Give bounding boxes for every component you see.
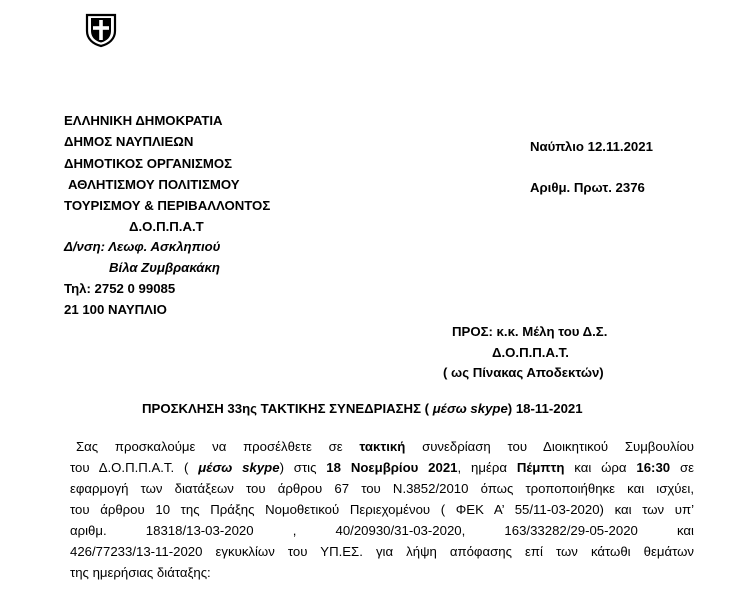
sender-postal: 21 100 ΝΑΥΠΛΙΟ: [64, 302, 167, 317]
sender-line-6: Δ.Ο.Π.Π.Α.Τ: [129, 219, 204, 234]
protocol-number: Αριθμ. Πρωτ. 2376: [530, 180, 645, 195]
document-date: Ναύπλιο 12.11.2021: [530, 139, 653, 154]
body-line-1: Σας προσκαλούμε να προσέλθετε σε τακτική συνεδρίαση του Διοικητικού Συμβουλίου: [76, 439, 694, 454]
sender-line-2: ΔΗΜΟΣ ΝΑΥΠΛΙΕΩΝ: [64, 134, 194, 149]
body-line-5: αριθμ. 18318/13-03-2020 , 40/20930/31-03-2020, 163/33282/29-05-2020 και: [70, 523, 694, 538]
body-line-6: 426/77233/13-11-2020 εγκυκλίων του ΥΠ.ΕΣ. για λήψη απόφασης επί των κάτωθι θεμάτων: [70, 544, 694, 559]
invitation-title: ΠΡΟΣΚΛΗΣΗ 33ης ΤΑΚΤΙΚΗΣ ΣΥΝΕΔΡΙΑΣΗΣ ( μέσω skype) 18-11-2021: [142, 401, 583, 416]
sender-line-5: ΤΟΥΡΙΣΜΟΥ & ΠΕΡΙΒΑΛΛΟΝΤΟΣ: [64, 198, 271, 213]
sender-line-4: ΑΘΛΗΤΙΣΜΟΥ ΠΟΛΙΤΙΣΜΟΥ: [68, 177, 240, 192]
invitation-body: [70, 436, 694, 583]
sender-line-1: ΕΛΛΗΝΙΚΗ ΔΗΜΟΚΡΑΤΙΑ: [64, 113, 223, 128]
recipient-line-3: ( ως Πίνακας Αποδεκτών): [443, 365, 604, 380]
sender-phone: Τηλ: 2752 0 99085: [64, 281, 176, 296]
body-line-7: της ημερήσιας διάταξης:: [70, 565, 211, 580]
body-line-3: εφαρμογή των διατάξεων του άρθρου 67 του Ν.3852/2010 όπως τροποποιήθηκε και ισχύει,: [70, 481, 694, 496]
recipient-line-2: Δ.Ο.Π.Π.Α.Τ.: [492, 345, 569, 360]
body-line-2: του Δ.Ο.Π.Π.Α.Τ. ( μέσω skype) στις 18 Νοεμβρίου 2021, ημέρα Πέμπτη και ώρα 16:30 σε: [70, 460, 694, 475]
greek-emblem-icon: [83, 12, 119, 48]
sender-address: Δ/νση: Λεωφ. Ασκληπιού: [64, 239, 221, 254]
body-line-4: του άρθρου 10 της Πράξης Νομοθετικού Περιεχομένου ( ΦΕΚ Α’ 55/11-03-2020) και των υπ’: [70, 502, 694, 517]
sender-line-3: ΔΗΜΟΤΙΚΟΣ ΟΡΓΑΝΙΣΜΟΣ: [64, 156, 233, 171]
sender-villa: Βίλα Ζυμβρακάκη: [109, 260, 220, 275]
recipient-line-1: ΠΡΟΣ: κ.κ. Μέλη του Δ.Σ.: [452, 324, 608, 339]
